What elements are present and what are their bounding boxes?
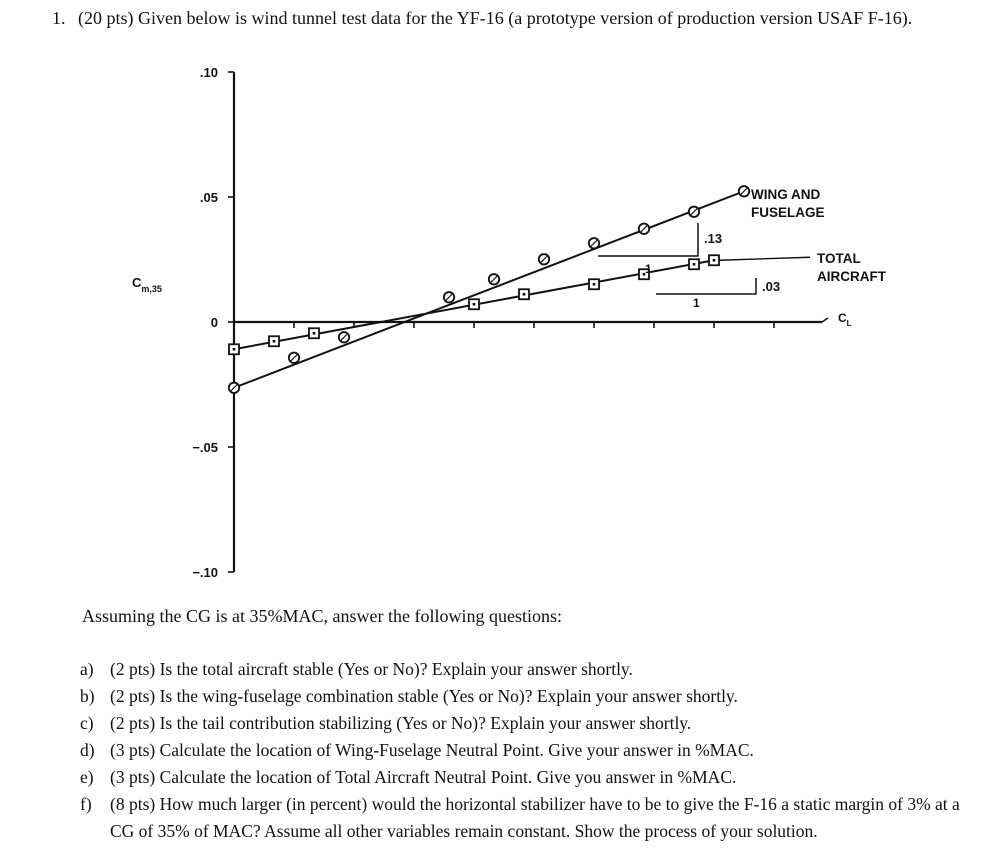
x-axis-label: [838, 311, 852, 328]
item-text: (2 pts) Is the total aircraft stable (Yes or No)? Explain your answer shortly.: [110, 659, 633, 679]
question-item-d: [80, 737, 970, 764]
total-label-line-2: AIRCRAFT: [817, 269, 886, 284]
series-label-total-aircraft: [817, 251, 887, 284]
x-axis-label-main: C: [838, 311, 847, 325]
total-aircraft-point-dot: [713, 259, 716, 262]
intro-text: Assuming the CG is at 35%MAC, answer the following questions:: [82, 606, 562, 626]
total-aircraft-point-dot: [233, 348, 236, 351]
wf-run-label: 1: [645, 262, 652, 276]
x-axis-label-sub: L: [846, 319, 852, 328]
item-text: (8 pts) How much larger (in percent) would the horizontal stabilizer have to be to give the F-16 a static margin of 3% at a CG of 35% of MAC? Assume all other variables remain constant. Show the process of your solution.: [110, 794, 960, 841]
y-axis-label-sub: m,35: [141, 284, 162, 294]
wf-label-leader: [748, 191, 750, 192]
y-tick-label: .05: [199, 190, 218, 205]
x-axis-ext: [822, 318, 828, 322]
item-label: d): [80, 740, 95, 760]
item-text: (3 pts) Calculate the location of Total Aircraft Neutral Point. Give you answer in %MAC.: [110, 767, 737, 787]
item-label: a): [80, 659, 94, 679]
wing-fuselage-line: [234, 191, 744, 388]
total-slope-triangle: [656, 278, 756, 294]
y-tick-label: −.10: [192, 565, 218, 580]
wf-label-line-1: WING AND: [751, 187, 821, 202]
total-aircraft-point-dot: [523, 293, 526, 296]
question-item-c: [80, 710, 970, 737]
item-label: e): [80, 767, 94, 787]
item-text: (2 pts) Is the tail contribution stabilizing (Yes or No)? Explain your answer shortly.: [110, 713, 692, 733]
item-label: c): [80, 713, 94, 733]
series-label-wing-fuselage: [751, 187, 825, 220]
question-text: (20 pts) Given below is wind tunnel test data for the YF-16 (a prototype version of production version USAF F-16).: [78, 8, 913, 28]
total-slope-label: .03: [762, 279, 781, 294]
total-aircraft-point-dot: [273, 340, 276, 343]
question-list: [80, 656, 970, 845]
item-text: (3 pts) Calculate the location of Wing-Fuselage Neutral Point. Give your answer in %MAC.: [110, 740, 754, 760]
total-aircraft-point-dot: [313, 332, 316, 335]
total-run-label: 1: [693, 296, 700, 310]
item-label: f): [80, 794, 92, 814]
total-aircraft-point-dot: [473, 303, 476, 306]
total-aircraft-point-dot: [593, 283, 596, 286]
question-number: 1.: [52, 8, 66, 28]
item-label: b): [80, 686, 95, 706]
question-item-e: [80, 764, 970, 791]
total-label-line-1: TOTAL: [817, 251, 861, 266]
item-text: (2 pts) Is the wing-fuselage combination stable (Yes or No)? Explain your answer shortly.: [110, 686, 738, 706]
y-axis-label: [132, 275, 162, 294]
question-item-f: [80, 791, 970, 845]
y-tick-label: 0: [210, 315, 218, 330]
y-axis-label-main: C: [132, 275, 142, 290]
total-label-leader: [720, 257, 810, 260]
question-item-b: [80, 683, 970, 710]
wf-slope-label: .13: [704, 231, 723, 246]
wf-label-line-2: FUSELAGE: [751, 205, 825, 220]
total-aircraft-point-dot: [693, 263, 696, 266]
y-tick-label: −.05: [192, 440, 218, 455]
y-tick-label: .10: [199, 65, 218, 80]
question-item-a: [80, 656, 970, 683]
